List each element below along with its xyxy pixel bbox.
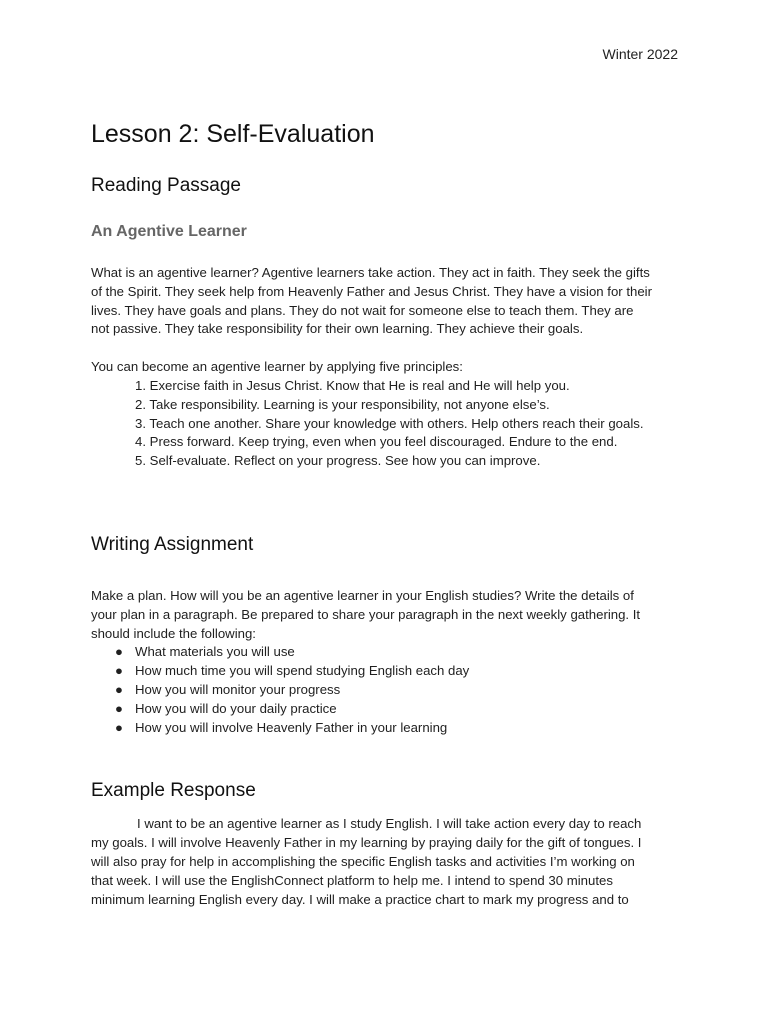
principle-item: 2. Take responsibility. Learning is your responsibility, not anyone else’s. (135, 396, 550, 412)
example-line: will also pray for help in accomplishing the specific English tasks and activities I’m working on (91, 853, 635, 869)
header-date: Winter 2022 (602, 46, 678, 62)
principle-item: 4. Press forward. Keep trying, even when you feel discouraged. Endure to the end. (135, 434, 618, 450)
reading-passage-heading: Reading Passage (91, 175, 241, 196)
list-item-text: How you will involve Heavenly Father in your learning (135, 719, 448, 735)
writing-paragraph (91, 587, 681, 643)
writing-line: Make a plan. How will you be an agentive learner in your English studies? Write the details of (91, 587, 634, 603)
principle-item: 3. Teach one another. Share your knowledge with others. Help others reach their goals. (135, 415, 644, 431)
bullet-icon: ● (115, 663, 123, 679)
list-item (91, 662, 681, 681)
example-line: my goals. I will involve Heavenly Father in my learning by praying daily for the gift of tongues. I (91, 835, 642, 851)
list-item (91, 643, 681, 662)
bullet-icon: ● (115, 644, 123, 660)
reading-line: lives. They have goals and plans. They do not wait for someone else to teach them. They are (91, 302, 634, 318)
example-line: that week. I will use the EnglishConnect platform to help me. I intend to spend 30 minutes (91, 872, 613, 888)
document-content (91, 116, 681, 909)
assignment-bullet-list (91, 643, 681, 737)
reading-subheading: An Agentive Learner (91, 223, 247, 240)
list-item-text: How you will do your daily practice (135, 700, 337, 716)
example-line: minimum learning English every day. I will make a practice chart to mark my progress and to (91, 891, 629, 907)
bullet-icon: ● (115, 719, 123, 735)
principles-intro: You can become an agentive learner by applying five principles: (91, 359, 463, 375)
list-item-text: How much time you will spend studying English each day (135, 663, 470, 679)
writing-line: should include the following: (91, 625, 256, 641)
example-response-heading: Example Response (91, 780, 256, 802)
principle-item: 5. Self-evaluate. Reflect on your progress. See how you can improve. (135, 453, 541, 469)
principle-item: 1. Exercise faith in Jesus Christ. Know that He is real and He will help you. (135, 377, 570, 393)
list-item (91, 719, 681, 738)
bullet-icon: ● (115, 700, 123, 716)
reading-line: What is an agentive learner? Agentive learners take action. They act in faith. They seek the gifts (91, 265, 650, 280)
writing-line: your plan in a paragraph. Be prepared to share your paragraph in the next weekly gathering. It (91, 606, 641, 622)
list-item (91, 700, 681, 719)
bullet-icon: ● (115, 681, 123, 697)
writing-assignment-heading: Writing Assignment (91, 533, 254, 555)
example-paragraph (91, 815, 681, 909)
principles-list (91, 377, 681, 471)
list-item-text: How you will monitor your progress (135, 681, 341, 697)
example-line: I want to be an agentive learner as I study English. I will take action every day to reach (137, 816, 642, 832)
reading-paragraph (91, 264, 681, 339)
list-item (91, 681, 681, 700)
reading-line: of the Spirit. They seek help from Heavenly Father and Jesus Christ. They have a vision for their (91, 283, 652, 299)
reading-line: not passive. They take responsibility for their own learning. They achieve their goals. (91, 321, 584, 337)
page-title: Lesson 2: Self-Evaluation (91, 120, 375, 148)
list-item-text: What materials you will use (135, 644, 295, 660)
